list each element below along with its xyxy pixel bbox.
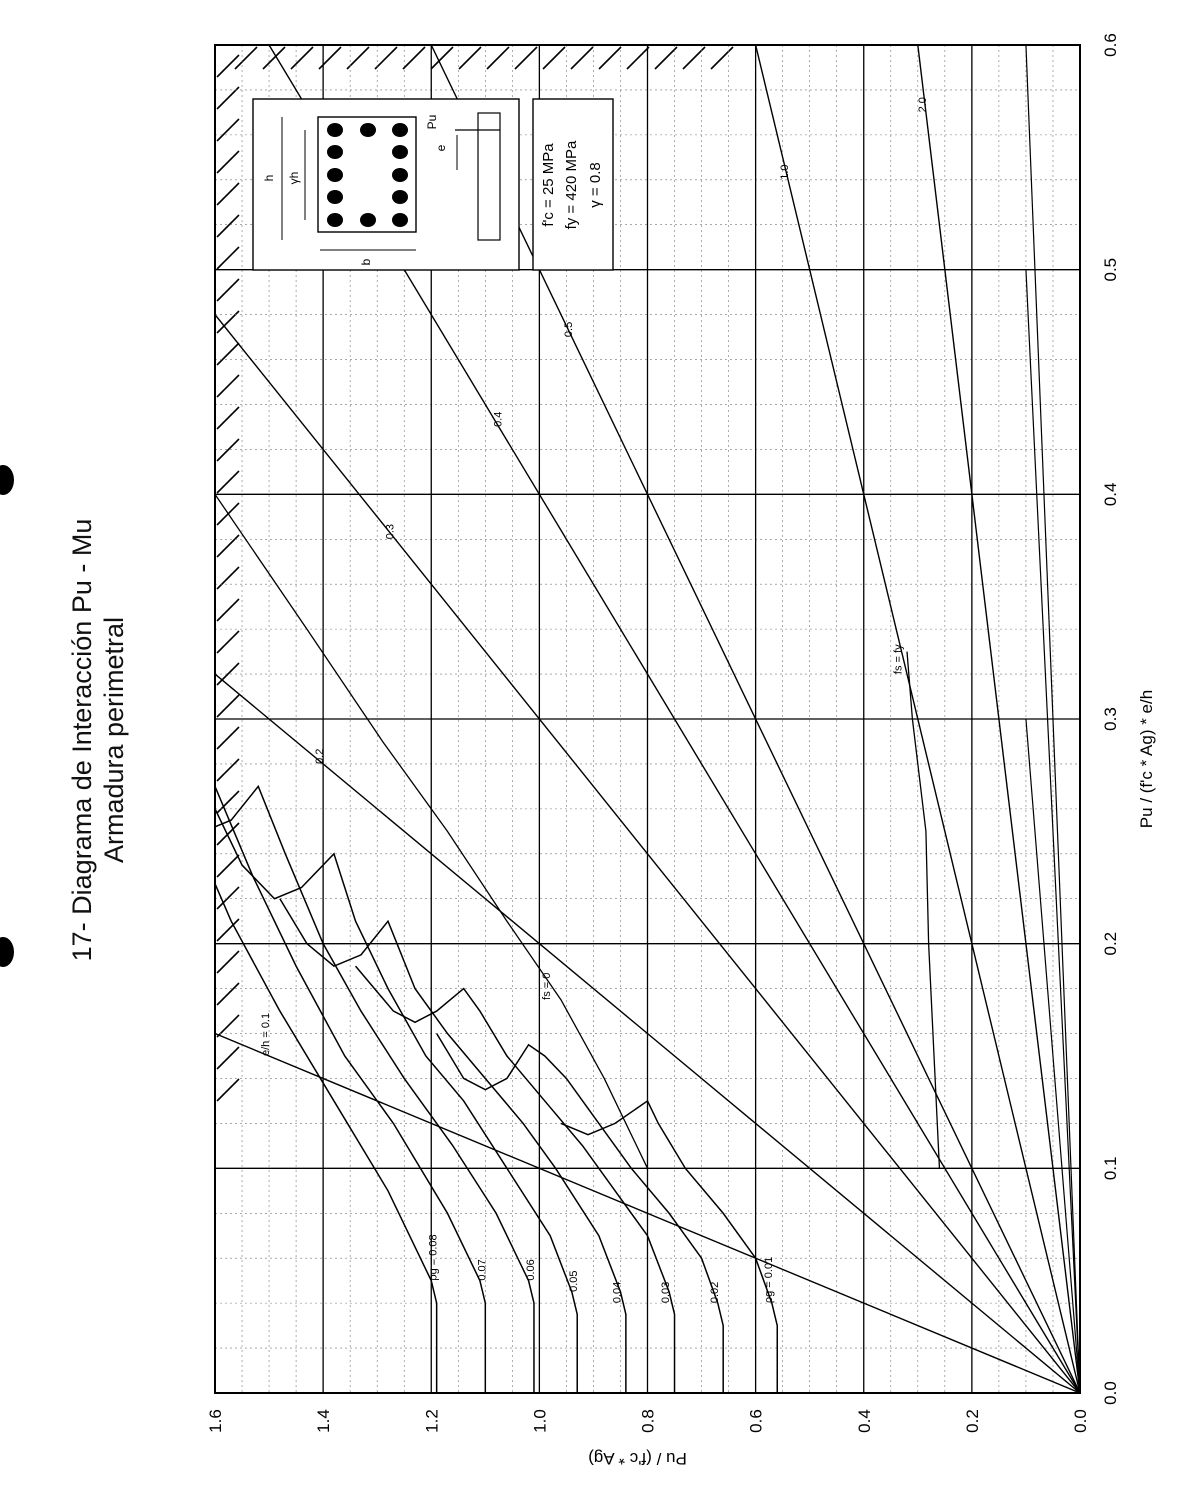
x-tick-label: 0.1 bbox=[1101, 1156, 1120, 1181]
hatch-stroke bbox=[217, 119, 239, 141]
hatch-stroke bbox=[571, 47, 593, 69]
hatch-stroke bbox=[515, 47, 537, 69]
curve-label: 0.06 bbox=[524, 1259, 537, 1281]
label-e: e bbox=[434, 144, 448, 152]
hatch-stroke bbox=[217, 695, 239, 717]
fs-line-label: fs = fy bbox=[892, 644, 905, 675]
hatch-stroke bbox=[217, 343, 239, 365]
eh-line-label: 0.5 bbox=[562, 321, 575, 338]
rebar-dot bbox=[327, 145, 343, 159]
curve-label: 0.03 bbox=[660, 1281, 673, 1304]
hatch-stroke bbox=[217, 439, 239, 461]
hatch-stroke bbox=[543, 47, 565, 69]
rebar-dot bbox=[392, 168, 408, 182]
hatch-stroke bbox=[217, 727, 239, 749]
hatch-stroke bbox=[599, 47, 621, 69]
y-tick-label: 0.0 bbox=[1071, 1409, 1090, 1433]
y-axis-label: Pu / (f'c * Ag) bbox=[588, 1449, 687, 1468]
hatch-stroke bbox=[319, 47, 341, 69]
hatch-stroke bbox=[235, 47, 257, 69]
x-tick-label: 0.5 bbox=[1101, 257, 1120, 282]
x-tick-label: 0.6 bbox=[1101, 33, 1120, 57]
y-tick-label: 1.6 bbox=[206, 1409, 225, 1433]
rebar-dot bbox=[392, 190, 408, 204]
label-gh: γh bbox=[287, 171, 301, 185]
hatch-stroke bbox=[217, 471, 239, 493]
fs-line-label: fs = 0 bbox=[541, 972, 554, 1000]
hatch-stroke bbox=[459, 47, 481, 69]
hatch-stroke bbox=[627, 47, 649, 69]
eh-line-label: e/h = 0.1 bbox=[260, 1012, 273, 1056]
rebar-dot bbox=[327, 168, 343, 182]
interaction-curve bbox=[37, 607, 437, 1393]
hatch-stroke bbox=[217, 855, 239, 877]
material-text: γ = 0.8 bbox=[587, 162, 604, 208]
hatch-stroke bbox=[655, 47, 677, 69]
eh-line-label: 2.0 bbox=[916, 97, 929, 113]
curve-labels bbox=[260, 97, 929, 1303]
hatch-stroke bbox=[217, 599, 239, 621]
eh-line-label: 0.3 bbox=[384, 523, 397, 540]
hatch-stroke bbox=[375, 47, 397, 69]
hatch-stroke bbox=[217, 983, 239, 1005]
rebar-dot bbox=[392, 123, 408, 137]
rebar-dot bbox=[392, 213, 408, 227]
rebar-dot bbox=[327, 213, 343, 227]
rebar-dot bbox=[360, 123, 376, 137]
y-tick-label: 0.8 bbox=[638, 1409, 658, 1433]
rebar-dot bbox=[360, 213, 376, 227]
x-tick-label: 0.3 bbox=[1101, 707, 1120, 731]
curve-label: ρg = 0.01 bbox=[762, 1256, 775, 1304]
y-tick-label: 0.2 bbox=[962, 1409, 982, 1433]
hatch-stroke bbox=[217, 759, 239, 781]
eh-line-label: 1.0 bbox=[779, 164, 792, 180]
hatch-stroke bbox=[217, 87, 239, 109]
interaction-curves bbox=[37, 607, 778, 1393]
material-text: fy = 420 MPa bbox=[563, 140, 580, 230]
x-tick-label: 0.4 bbox=[1101, 482, 1120, 507]
hatch-stroke bbox=[217, 151, 239, 173]
hatch-stroke bbox=[217, 247, 239, 269]
hatch-stroke bbox=[217, 215, 239, 237]
hatch-stroke bbox=[217, 887, 239, 909]
hatch-stroke bbox=[217, 791, 239, 813]
eh-line-fan bbox=[1026, 270, 1080, 1393]
hatch-stroke bbox=[403, 47, 425, 69]
hatch-stroke bbox=[217, 951, 239, 973]
hatch-stroke bbox=[217, 535, 239, 557]
section-legend bbox=[253, 99, 613, 270]
curve-label: 0.05 bbox=[568, 1270, 581, 1292]
x-tick-label: 0.2 bbox=[1101, 931, 1120, 956]
hatch-stroke bbox=[217, 55, 239, 77]
label-pu: Pu bbox=[425, 114, 439, 130]
hatch-stroke bbox=[217, 567, 239, 589]
hatch-stroke bbox=[711, 47, 733, 69]
hatch-stroke bbox=[217, 183, 239, 205]
rebar-dot bbox=[327, 123, 343, 137]
y-tick-label: 0.6 bbox=[746, 1409, 766, 1433]
y-tick-label: 1.2 bbox=[422, 1409, 442, 1433]
rebar-dot bbox=[392, 145, 408, 159]
hatch-stroke bbox=[217, 279, 239, 301]
eh-line-label: 0.4 bbox=[492, 411, 505, 427]
curve-label: 0.04 bbox=[611, 1281, 624, 1304]
label-b: b bbox=[359, 258, 373, 266]
hatch-stroke bbox=[217, 375, 239, 397]
curve-label: 0.07 bbox=[476, 1259, 489, 1281]
y-tick-label: 0.4 bbox=[854, 1409, 874, 1433]
curve-label: ρg = 0.08 bbox=[427, 1234, 440, 1281]
chart-subtitle: Armadura perimetral bbox=[99, 616, 129, 864]
x-axis-label: Pu / (f'c * Ag) * e/h bbox=[1137, 689, 1156, 829]
hatch-stroke bbox=[217, 407, 239, 429]
hatch-stroke bbox=[217, 1079, 239, 1101]
x-tick-label: 0.0 bbox=[1101, 1381, 1120, 1405]
hatch-stroke bbox=[217, 1047, 239, 1069]
chart-title: 17- Diagrama de Interacción Pu - Mu bbox=[67, 518, 97, 962]
rebar-dot bbox=[327, 190, 343, 204]
curve-label: 0.02 bbox=[708, 1281, 721, 1304]
eh-line-label: 0.2 bbox=[314, 748, 327, 764]
interaction-curve bbox=[80, 674, 485, 1393]
y-tick-label: 1.4 bbox=[314, 1409, 334, 1433]
hatch-stroke bbox=[487, 47, 509, 69]
interaction-curve bbox=[356, 966, 675, 1393]
hatch-stroke bbox=[291, 47, 313, 69]
label-h: h bbox=[262, 174, 276, 182]
y-tick-label: 1.0 bbox=[530, 1409, 550, 1433]
material-text: f'c = 25 MPa bbox=[540, 143, 557, 227]
hatch-stroke bbox=[217, 631, 239, 653]
